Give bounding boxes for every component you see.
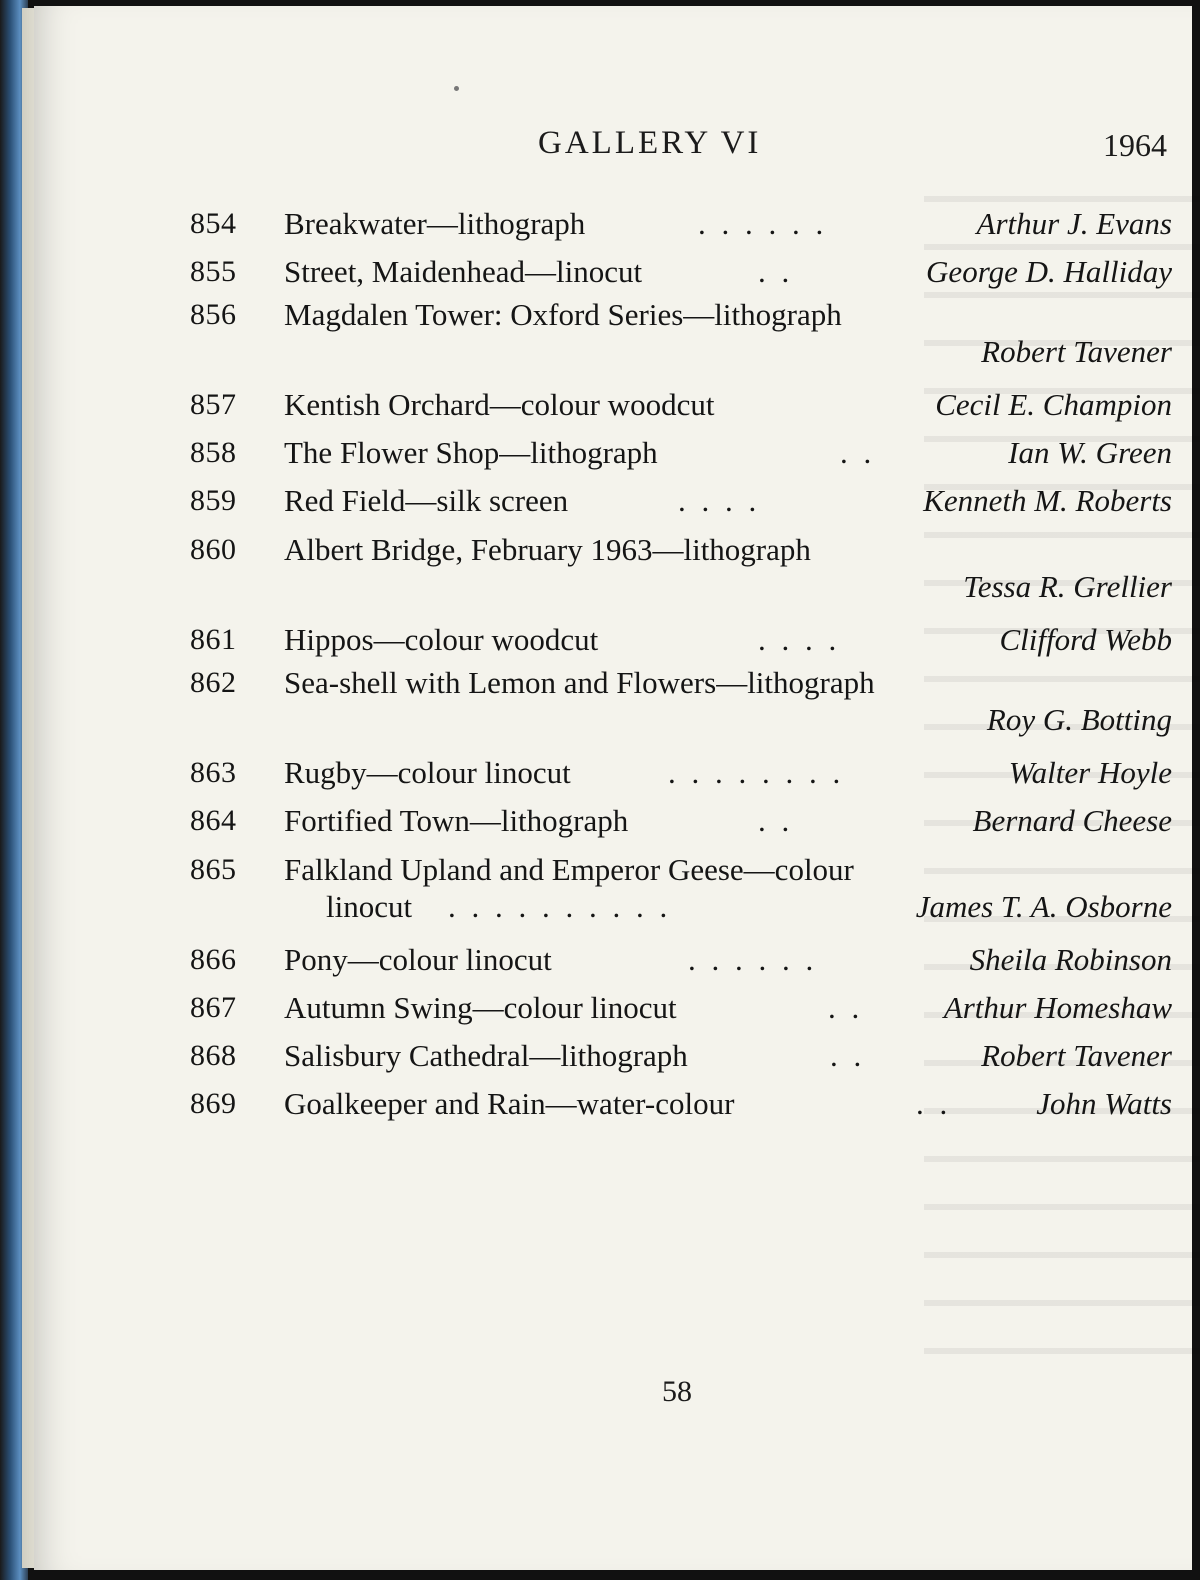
catalogue-entry	[190, 248, 1172, 296]
entry-title: Street, Maidenhead—linocut	[284, 254, 643, 289]
entry-number: 859	[190, 484, 237, 517]
catalogue-entry	[190, 664, 1172, 738]
leader-dots: . . . . . .	[688, 942, 818, 977]
entry-artist: Robert Tavener	[981, 1038, 1172, 1073]
entry-artist: Robert Tavener	[981, 334, 1172, 369]
catalogue-entry	[190, 531, 1172, 605]
entry-title: Sea-shell with Lemon and Flowers—lithograph	[284, 665, 875, 700]
gallery-title: GALLERY VI	[538, 125, 762, 161]
leader-dots: . .	[830, 1038, 866, 1073]
leader-dots: . .	[758, 803, 794, 838]
entry-number: 861	[190, 623, 237, 656]
catalogue-entry	[190, 200, 1172, 248]
entry-number: 864	[190, 804, 237, 837]
entry-title: Falkland Upland and Emperor Geese—colour	[284, 852, 854, 887]
paper-speck	[454, 86, 459, 91]
entry-artist: Walter Hoyle	[1008, 755, 1172, 790]
catalogue-entry	[190, 381, 1172, 429]
entry-number: 862	[190, 666, 237, 699]
leader-dots: . . . . . . . . . .	[448, 889, 672, 924]
catalogue-entry	[190, 984, 1172, 1032]
catalogue-entry	[190, 749, 1172, 797]
entry-artist: Bernard Cheese	[972, 803, 1172, 838]
entry-number: 860	[190, 533, 237, 566]
entry-title: Hippos—colour woodcut	[284, 622, 599, 657]
entry-artist: Sheila Robinson	[969, 942, 1172, 977]
entry-number: 867	[190, 991, 237, 1024]
leader-dots: . . . . . . . .	[668, 755, 845, 790]
entry-artist: John Watts	[1036, 1086, 1172, 1121]
entry-number: 866	[190, 943, 237, 976]
catalogue-entry	[190, 936, 1172, 984]
entry-title: Rugby—colour linocut	[284, 755, 571, 790]
entry-artist: Roy G. Botting	[986, 702, 1172, 737]
entry-title: Goalkeeper and Rain—water-colour	[284, 1086, 735, 1121]
leader-dots: . .	[840, 435, 876, 470]
catalogue-list	[190, 200, 1172, 1128]
entry-number: 869	[190, 1087, 237, 1120]
entry-title: Kentish Orchard—colour woodcut	[284, 387, 715, 422]
catalogue-entry	[190, 616, 1172, 664]
catalogue-entry	[190, 797, 1172, 845]
entry-title: Salisbury Cathedral—lithograph	[284, 1038, 688, 1073]
entry-number: 854	[190, 207, 237, 240]
catalogue-entry	[190, 1080, 1172, 1128]
entry-artist: Cecil E. Champion	[935, 387, 1172, 422]
leader-dots: . . . . . .	[698, 206, 828, 241]
leader-dots: . .	[758, 254, 794, 289]
entry-artist: Clifford Webb	[999, 622, 1172, 657]
entry-title: Magdalen Tower: Oxford Series—lithograph	[284, 297, 842, 332]
entry-artist: George D. Halliday	[926, 254, 1172, 289]
entry-title: Red Field—silk screen	[284, 483, 569, 518]
catalogue-entry	[190, 429, 1172, 477]
entry-title: The Flower Shop—lithograph	[284, 435, 658, 470]
entry-title: Autumn Swing—colour linocut	[284, 990, 677, 1025]
entry-title: Pony—colour linocut	[284, 942, 552, 977]
entry-number: 868	[190, 1039, 237, 1072]
page-header	[0, 125, 1200, 175]
entry-artist: Arthur Homeshaw	[943, 990, 1172, 1025]
entry-artist: James T. A. Osborne	[915, 889, 1172, 924]
year: 1964	[1103, 127, 1167, 163]
leader-dots: . .	[828, 990, 864, 1025]
entry-number: 865	[190, 853, 237, 886]
leader-dots: . .	[916, 1086, 952, 1121]
catalogue-entry	[190, 296, 1172, 370]
entry-artist: Ian W. Green	[1008, 435, 1172, 470]
leader-dots: . . . .	[678, 483, 761, 518]
catalogue-entry	[190, 851, 1172, 925]
leader-dots: . . . .	[758, 622, 841, 657]
entry-number: 863	[190, 756, 237, 789]
entry-artist: Kenneth M. Roberts	[923, 483, 1172, 518]
entry-number: 855	[190, 255, 237, 288]
entry-number: 856	[190, 298, 237, 331]
catalogue-entry	[190, 1032, 1172, 1080]
entry-number: 858	[190, 436, 237, 469]
entry-title: Albert Bridge, February 1963—lithograph	[284, 532, 811, 567]
entry-title: Fortified Town—lithograph	[284, 803, 629, 838]
entry-title: Breakwater—lithograph	[284, 206, 586, 241]
entry-artist: Tessa R. Grellier	[963, 569, 1172, 604]
entry-title-continued: linocut	[326, 889, 413, 924]
entry-artist: Arthur J. Evans	[976, 206, 1172, 241]
page-number: 58	[662, 1375, 692, 1408]
entry-number: 857	[190, 388, 237, 421]
catalogue-entry	[190, 477, 1172, 525]
